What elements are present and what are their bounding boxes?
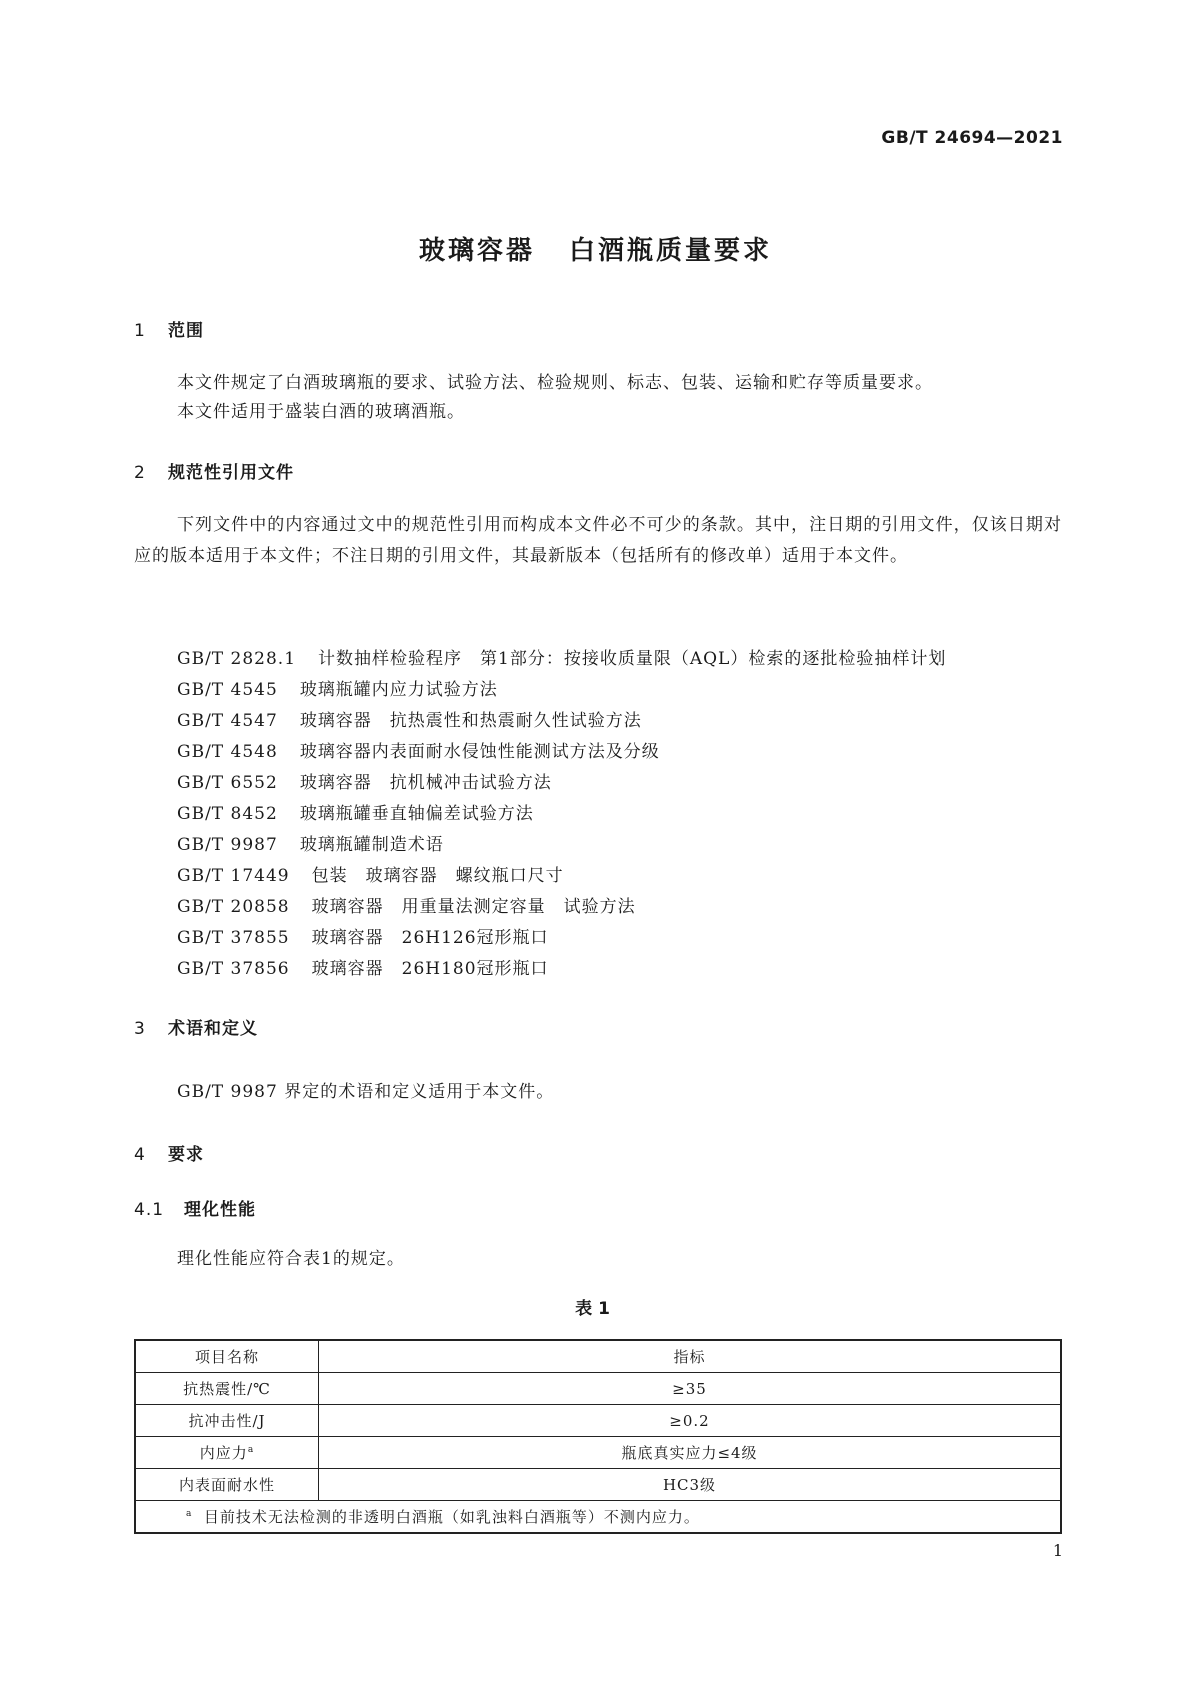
item-name-cell xyxy=(135,1437,319,1469)
table-footnote xyxy=(135,1501,1061,1534)
reference-item xyxy=(177,923,946,954)
table-caption: 表1 xyxy=(575,1299,616,1319)
reference-code: GB/T 37855 xyxy=(177,928,290,948)
reference-code: GB/T 37856 xyxy=(177,959,290,979)
reference-item xyxy=(177,675,946,706)
table-footnote-row xyxy=(135,1501,1061,1534)
item-value: ≥35 xyxy=(319,1373,1062,1405)
section-title: 要求 xyxy=(168,1145,204,1165)
section-1-paragraph-2: 本文件适用于盛装白酒的玻璃酒瓶。 xyxy=(177,402,465,422)
section-1-heading xyxy=(134,316,204,341)
reference-item xyxy=(177,830,946,861)
reference-title: 玻璃瓶罐内应力试验方法 xyxy=(299,680,498,700)
item-name: 抗冲击性/J xyxy=(135,1405,319,1437)
table-row xyxy=(135,1373,1061,1405)
standard-code: GB/T 24694—2021 xyxy=(881,128,1063,148)
item-name: 内应力 xyxy=(199,1444,248,1462)
reference-code: GB/T 4545 xyxy=(177,680,278,700)
section-4-1-paragraph: 理化性能应符合表1的规定。 xyxy=(177,1249,405,1269)
title-part-1: 玻璃容器 xyxy=(418,236,535,266)
reference-item xyxy=(177,892,946,923)
table-1 xyxy=(134,1339,1062,1534)
section-title: 理化性能 xyxy=(184,1200,256,1220)
reference-code: GB/T 4548 xyxy=(177,742,278,762)
reference-title: 玻璃容器 26H126冠形瓶口 xyxy=(311,928,549,948)
table-row xyxy=(135,1437,1061,1469)
footnote-text: 目前技术无法检测的非透明白酒瓶（如乳浊料白酒瓶等）不测内应力。 xyxy=(203,1508,700,1526)
reference-code: GB/T 9987 xyxy=(177,835,278,855)
reference-code: GB/T 6552 xyxy=(177,773,278,793)
reference-item xyxy=(177,768,946,799)
reference-code: GB/T 17449 xyxy=(177,866,290,886)
footnote-marker: a xyxy=(247,1445,255,1455)
reference-title: 玻璃容器 26H180冠形瓶口 xyxy=(311,959,549,979)
normative-reference-list xyxy=(177,644,946,985)
table-row xyxy=(135,1405,1061,1437)
section-number: 1 xyxy=(134,321,146,341)
section-title: 范围 xyxy=(168,321,204,341)
table-row xyxy=(135,1469,1061,1501)
section-number: 3 xyxy=(134,1019,146,1039)
section-2-heading xyxy=(134,458,294,483)
section-title: 术语和定义 xyxy=(168,1019,258,1039)
reference-title: 玻璃容器内表面耐水侵蚀性能测试方法及分级 xyxy=(299,742,660,762)
item-name: 抗热震性/℃ xyxy=(135,1373,319,1405)
item-value: HC3级 xyxy=(319,1469,1062,1501)
reference-title: 玻璃容器 抗机械冲击试验方法 xyxy=(299,773,552,793)
section-3-heading xyxy=(134,1014,258,1039)
footnote-mark: a xyxy=(186,1509,193,1519)
reference-item xyxy=(177,737,946,768)
page-number: 1 xyxy=(1052,1541,1063,1560)
item-value: ≥0.2 xyxy=(319,1405,1062,1437)
reference-title: 计数抽样检验程序 第1部分：按接收质量限（AQL）检索的逐批检验抽样计划 xyxy=(318,649,947,669)
item-name: 内表面耐水性 xyxy=(135,1469,319,1501)
section-number: 4 xyxy=(134,1145,146,1165)
table-header-row xyxy=(135,1340,1061,1373)
reference-title: 玻璃容器 用重量法测定容量 试验方法 xyxy=(311,897,636,917)
section-3-paragraph: GB/T 9987 界定的术语和定义适用于本文件。 xyxy=(177,1082,555,1102)
item-value: 瓶底真实应力≤4级 xyxy=(319,1437,1062,1469)
reference-item xyxy=(177,861,946,892)
reference-code: GB/T 20858 xyxy=(177,897,290,917)
section-1-paragraph-1: 本文件规定了白酒玻璃瓶的要求、试验方法、检验规则、标志、包装、运输和贮存等质量要求。 xyxy=(177,373,933,393)
column-header-item: 项目名称 xyxy=(135,1340,319,1373)
reference-item xyxy=(177,706,946,737)
reference-title: 玻璃瓶罐垂直轴偏差试验方法 xyxy=(299,804,534,824)
reference-title: 包装 玻璃容器 螺纹瓶口尺寸 xyxy=(311,866,564,886)
reference-item xyxy=(177,954,946,985)
section-2-intro: 下列文件中的内容通过文中的规范性引用而构成本文件必不可少的条款。其中，注日期的引用文件，仅该日期对应的版本适用于本文件；不注日期的引用文件，其最新版本（包括所有的修改单）适用于本文件。 xyxy=(134,515,1062,566)
column-header-value: 指标 xyxy=(319,1340,1062,1373)
reference-item xyxy=(177,799,946,830)
reference-code: GB/T 8452 xyxy=(177,804,278,824)
reference-item xyxy=(177,644,946,675)
reference-title: 玻璃容器 抗热震性和热震耐久性试验方法 xyxy=(299,711,642,731)
title-part-2: 白酒瓶质量要求 xyxy=(569,236,773,266)
section-4-heading xyxy=(134,1140,204,1165)
reference-code: GB/T 2828.1 xyxy=(177,649,297,669)
reference-code: GB/T 4547 xyxy=(177,711,278,731)
reference-title: 玻璃瓶罐制造术语 xyxy=(299,835,444,855)
section-number: 2 xyxy=(134,463,146,483)
section-4-1-heading xyxy=(134,1195,256,1220)
section-title: 规范性引用文件 xyxy=(168,463,294,483)
document-title xyxy=(0,230,1191,267)
section-number: 4.1 xyxy=(134,1200,165,1220)
